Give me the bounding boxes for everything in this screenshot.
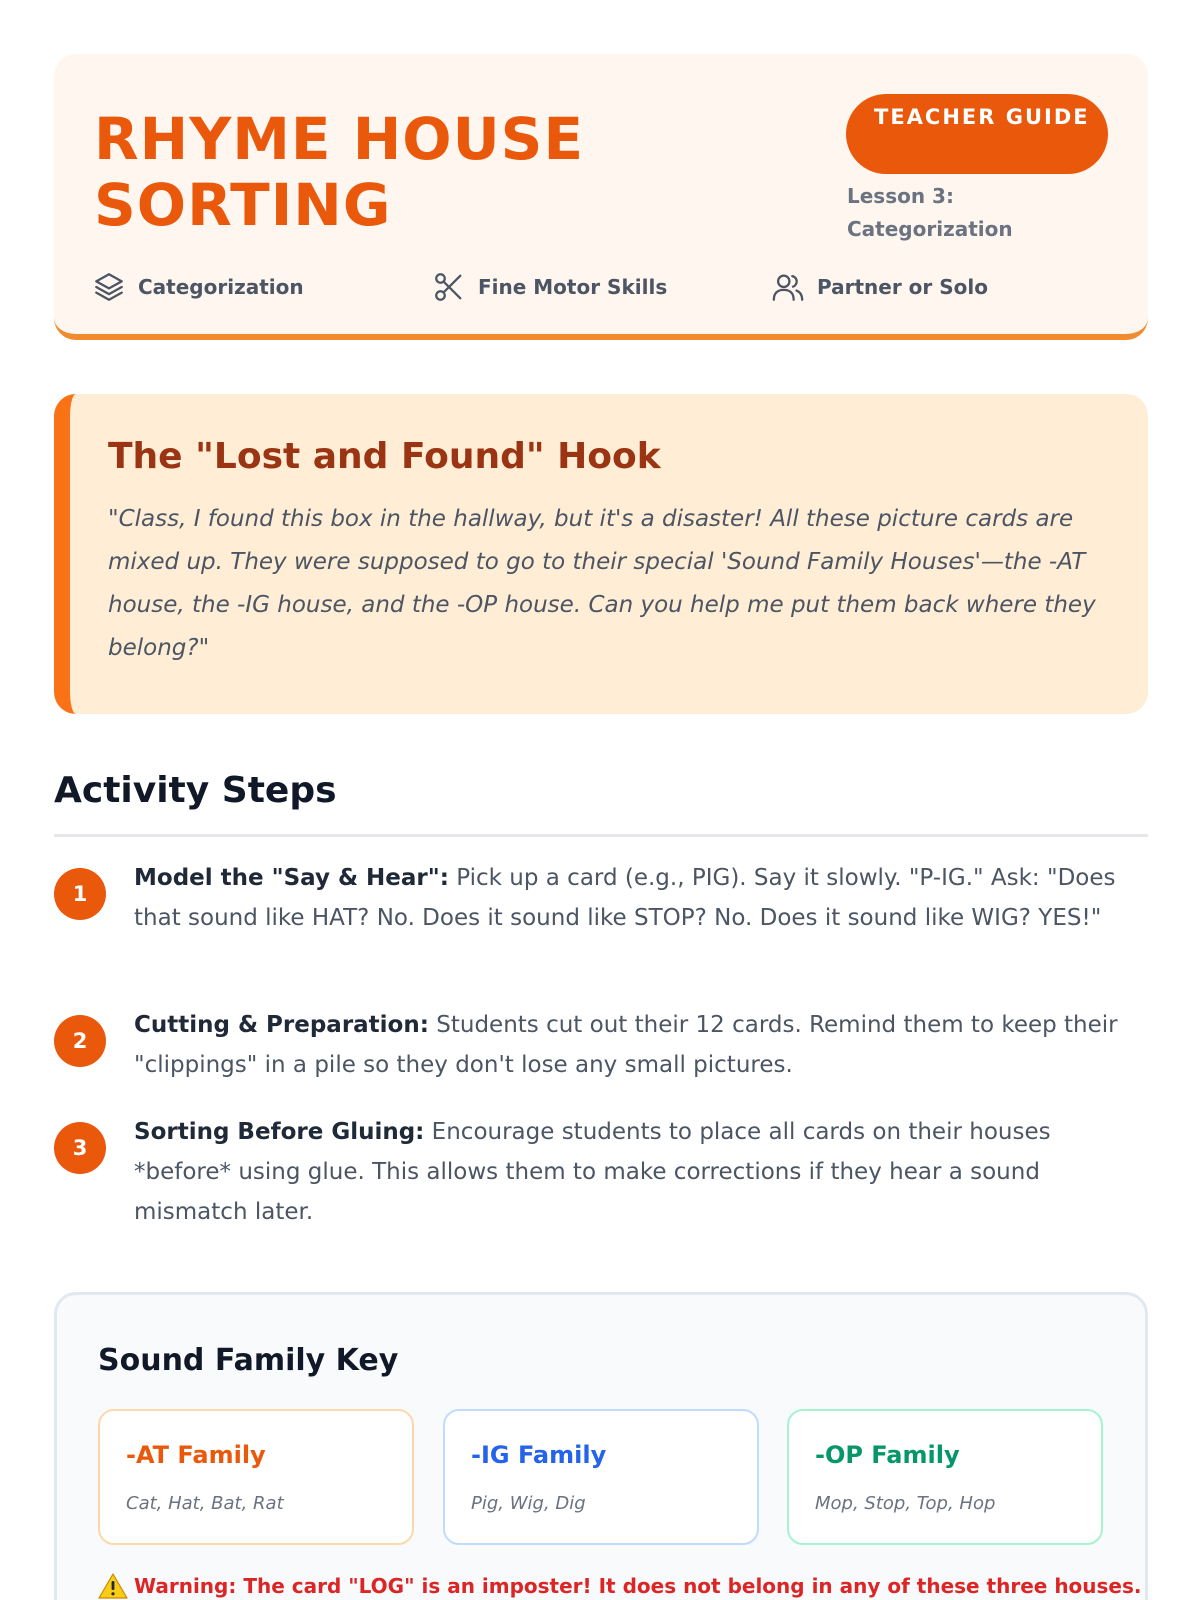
step-lead: Sorting Before Gluing: [134, 1119, 425, 1145]
scissors-icon [432, 270, 466, 304]
teacher-guide-badge: TEACHER GUIDE [846, 94, 1108, 174]
key-title: Sound Family Key [98, 1343, 399, 1378]
users-icon [771, 270, 805, 304]
step-lead: Model the "Say & Hear": [134, 865, 449, 891]
family-words: Mop, Stop, Top, Hop [815, 1493, 996, 1514]
family-name: -OP Family [815, 1441, 960, 1469]
hook-quote: "Class, I found this box in the hallway, but it's a disaster! All these picture cards are mixed up. They were supposed to go to their special 'Sound Family Houses'—the -AT house, the -IG house, and the -OP house. Can you help me put them back where they belong?" [108, 506, 1096, 661]
step-text [134, 858, 1134, 938]
family-card-at [98, 1409, 414, 1545]
family-words: Cat, Hat, Bat, Rat [126, 1493, 284, 1514]
imposter-warning [98, 1573, 1142, 1599]
family-name: -AT Family [126, 1441, 266, 1469]
step-text [134, 1005, 1134, 1085]
family-name: -IG Family [471, 1441, 607, 1469]
family-card-op [787, 1409, 1103, 1545]
meta-fine-motor [432, 270, 667, 304]
lesson-label: Lesson 3: Categorization [847, 184, 1013, 241]
section-divider [54, 834, 1148, 837]
step-number: 2 [54, 1015, 106, 1067]
family-words: Pig, Wig, Dig [471, 1493, 586, 1514]
step-body: Pick up a card (e.g., PIG). Say it slowly. "P-IG." Ask: "Does that sound like HAT? No. Does it sound like STOP? No. Does it sound like WIG? YES!" [134, 865, 1116, 931]
page-title: RHYME HOUSE SORTING [94, 105, 585, 239]
step-body: Students cut out their 12 cards. Remind them to keep their "clippings" in a pile so they don't lose any small pictures. [134, 1012, 1118, 1078]
layers-icon [92, 270, 126, 304]
family-card-ig [443, 1409, 759, 1545]
step-lead: Cutting & Preparation: [134, 1012, 429, 1038]
meta-partner [771, 270, 988, 304]
meta-categorization [92, 270, 304, 304]
step-number: 3 [54, 1122, 106, 1174]
warning-text: Warning: The card "LOG" is an imposter! It does not belong in any of these three houses. [134, 1574, 1142, 1598]
step-number: 1 [54, 868, 106, 920]
hook-title: The "Lost and Found" Hook [108, 436, 661, 477]
step-text [134, 1112, 1134, 1232]
step-body: Encourage students to place all cards on their houses *before* using glue. This allows them to make corrections if they hear a sound mismatch later. [134, 1119, 1051, 1225]
activity-title: Activity Steps [54, 770, 337, 811]
meta-label: Fine Motor Skills [478, 275, 668, 299]
sound-family-key [54, 1292, 1148, 1600]
header-card [54, 54, 1148, 340]
meta-label: Partner or Solo [817, 275, 988, 299]
hook-card [54, 394, 1148, 714]
warning-icon [98, 1573, 128, 1599]
meta-label: Categorization [138, 275, 304, 299]
